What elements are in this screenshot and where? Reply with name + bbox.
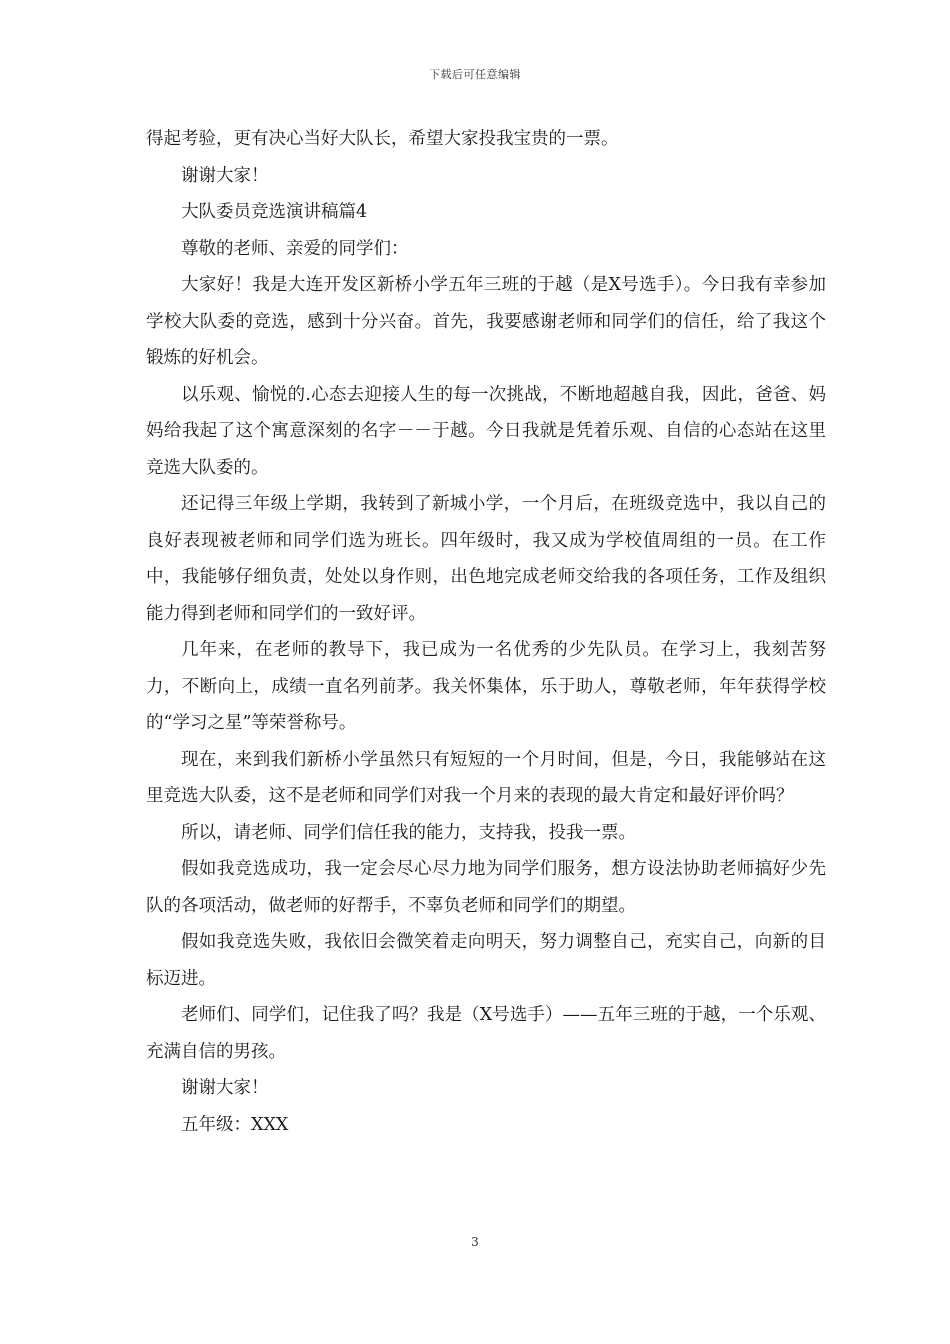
- paragraph: 假如我竞选成功，我一定会尽心尽力地为同学们服务，想方设法协助老师搞好少先队的各项活动，做老师的好帮手，不辜负老师和同学们的期望。: [146, 859, 826, 916]
- paragraph-continuation: 得起考验，更有决心当好大队长，希望大家投我宝贵的一票。: [146, 129, 619, 149]
- paragraph: 大家好！我是大连开发区新桥小学五年三班的于越（是X号选手）。今日我有幸参加学校大队委的竞选，感到十分兴奋。首先，我要感谢老师和同学们的信任，给了我这个锻炼的好机会。: [146, 275, 826, 368]
- paragraph: 还记得三年级上学期，我转到了新城小学，一个月后，在班级竞选中，我以自己的良好表现被老师和同学们选为班长。四年级时，我又成为学校值周组的一员。在工作中，我能够仔细负责，处处以身作则，出色地完成老师交给我的各项任务，工作及组织能力得到老师和同学们的一致好评。: [146, 494, 826, 624]
- paragraph: 以乐观、愉悦的.心态去迎接人生的每一次挑战，不断地超越自我，因此，爸爸、妈妈给我起了这个寓意深刻的名字－－于越。今日我就是凭着乐观、自信的心态站在这里竞选大队委的。: [146, 384, 826, 478]
- page-number: 3: [471, 1235, 479, 1249]
- paragraph: 现在，来到我们新桥小学虽然只有短短的一个月时间，但是，今日，我能够站在这里竞选大队委，这不是老师和同学们对我一个月来的表现的最大肯定和最好评价吗？: [146, 749, 826, 806]
- document-body: [146, 121, 826, 1143]
- paragraph: 老师们、同学们，记住我了吗？我是（X号选手）——五年三班的于越，一个乐观、充满自信的男孩。: [146, 1005, 826, 1062]
- signature-line: 五年级：XXX: [181, 1114, 289, 1135]
- paragraph-thanks: 谢谢大家！: [181, 165, 269, 186]
- paragraph: 几年来，在老师的教导下，我已成为一名优秀的少先队员。在学习上，我刻苦努力，不断向上，成绩一直名列前茅。我关怀集体，乐于助人，尊敬老师，年年获得学校的“学习之星”等荣誉称号。: [146, 640, 826, 733]
- paragraph: 所以，请老师、同学们信任我的能力，支持我，投我一票。: [181, 822, 636, 843]
- paragraph: 假如我竞选失败，我依旧会微笑着走向明天，努力调整自己，充实自己，向新的目标迈进。: [146, 932, 826, 989]
- section-title: 大队委员竞选演讲稿篇4: [181, 202, 368, 222]
- paragraph-thanks: 谢谢大家！: [181, 1078, 269, 1098]
- paragraph-salutation: 尊敬的老师、亲爱的同学们：: [181, 238, 409, 259]
- header-note: 下载后可任意编辑: [429, 68, 521, 81]
